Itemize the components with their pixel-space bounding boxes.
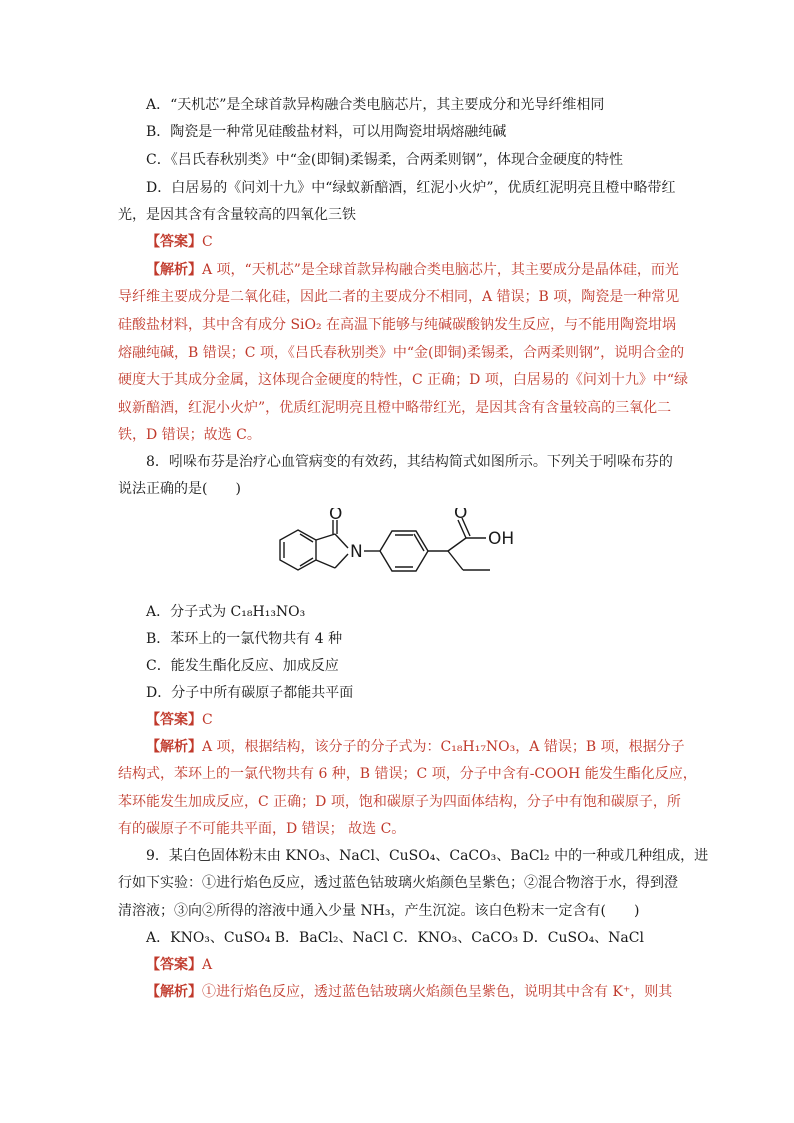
q9-analysis-line: [146, 983, 672, 1001]
analysis-tag: 【解析】: [146, 984, 202, 1000]
q7-option-a: A．“天机芯”是全球首款异构融合类电脑芯片，其主要成分和光导纤维相同: [146, 97, 605, 113]
q8-option-c: C．能发生酯化反应、加成反应: [146, 658, 339, 674]
q7-option-c: C．《吕氏春秋别类》中“金(即铜)柔锡柔，合两柔则钢”，体现合金硬度的特性: [146, 152, 623, 168]
q7-option-b: B．陶瓷是一种常见硅酸盐材料，可以用陶瓷坩埚熔融纯碱: [146, 124, 507, 140]
q8-answer: [146, 711, 213, 729]
q7-analysis-line: [146, 261, 679, 279]
answer-value: C: [202, 712, 213, 728]
analysis-text: ①进行焰色反应，透过蓝色钴玻璃火焰颜色呈紫色，说明其中含有 K⁺，则其: [202, 984, 673, 1000]
analysis-tag: 【解析】: [146, 739, 202, 755]
answer-tag: 【答案】: [146, 957, 202, 973]
q7-analysis-line: 铁，D 错误；故选 C。: [118, 427, 261, 443]
q7-analysis-line: 硅酸盐材料，其中含有成分 SiO₂ 在高温下能够与纯碱碳酸钠发生反应，与不能用陶瓷坩埚: [118, 317, 677, 333]
nitrogen-label: N: [350, 542, 363, 562]
q7-analysis-line: 熔融纯碱，B 错误；C 项，《吕氏春秋别类》中“金(即铜)柔锡柔，合两柔则钢”，说明合金的: [118, 345, 685, 361]
q9-stem-line3: 清溶液；③向②所得的溶液中通入少量 NH₃，产生沉淀。该白色粉末一定含有( ): [118, 903, 640, 919]
q8-option-d: D．分子中所有碳原子都能共平面: [146, 685, 354, 701]
answer-value: C: [202, 234, 213, 250]
q8-analysis-line: 苯环能发生加成反应，C 正确；D 项，饱和碳原子为四面体结构，分子中有饱和碳原子，所: [118, 794, 681, 810]
indobufen-structure-diagram: [268, 508, 558, 600]
q8-stem-line1: 8．吲哚布芬是治疗心血管病变的有效药，其结构简式如图所示。下列关于吲哚布芬的: [146, 454, 673, 470]
q9-stem-line1: 9．某白色固体粉末由 KNO₃、NaCl、CuSO₄、CaCO₃、BaCl₂ 中的一种或几种组成，进: [146, 848, 709, 864]
q7-analysis-line: 蚁新醅酒，红泥小火炉”，优质红泥明亮且橙中略带红光，是因其含有含量较高的三氧化二: [118, 400, 672, 416]
q7-analysis-line: 硬度大于其成分金属，这体现合金硬度的特性，C 正确；D 项，白居易的《问刘十九》中“绿: [118, 372, 688, 388]
analysis-text: A 项，根据结构，该分子的分子式为：C₁₈H₁₇NO₃，A 错误；B 项，根据分子: [202, 739, 685, 755]
q8-option-b: B．苯环上的一氯代物共有 4 种: [146, 631, 343, 647]
q7-option-d-line2: 光，是因其含有含量较高的四氧化三铁: [118, 207, 356, 223]
q7-answer: [146, 233, 213, 251]
q7-option-d-line1: D．白居易的《问刘十九》中“绿蚁新醅酒，红泥小火炉”，优质红泥明亮且橙中略带红: [146, 180, 676, 196]
q8-stem-line2: 说法正确的是( ): [118, 481, 241, 497]
carbonyl-oxygen-label: O: [329, 508, 343, 524]
q8-analysis-line: [146, 738, 685, 756]
phenyl-ring: [380, 531, 428, 571]
q9-options: A．KNO₃、CuSO₄ B．BaCl₂、NaCl C．KNO₃、CaCO₃ D．CuSO₄、NaCl: [146, 930, 644, 946]
answer-value: A: [202, 957, 213, 973]
benzo-ring: [280, 530, 316, 570]
q9-stem-line2: 行如下实验：①进行焰色反应，透过蓝色钴玻璃火焰颜色呈紫色；②混合物溶于水，得到澄: [118, 875, 678, 891]
analysis-tag: 【解析】: [146, 262, 202, 278]
structure-svg: [268, 508, 558, 600]
q8-analysis-line: 结构式，苯环上的一氯代物共有 6 种，B 错误；C 项，分子中含有-COOH 能发生酯化反应，: [118, 766, 697, 782]
acid-oxygen-label: O: [454, 508, 468, 523]
analysis-text: A 项，“天机芯”是全球首款异构融合类电脑芯片，其主要成分是晶体硅，而光: [202, 262, 679, 278]
q8-option-a: A．分子式为 C₁₈H₁₃NO₃: [146, 604, 306, 620]
answer-tag: 【答案】: [146, 712, 202, 728]
answer-tag: 【答案】: [146, 234, 202, 250]
q8-analysis-line: 有的碳原子不可能共平面，D 错误； 故选 C。: [118, 821, 406, 837]
q7-analysis-line: 导纤维主要成分是二氧化硅，因此二者的主要成分不相同，A 错误；B 项，陶瓷是一种常见: [118, 289, 680, 305]
hydroxyl-label: OH: [488, 529, 515, 549]
q9-answer: [146, 956, 212, 974]
